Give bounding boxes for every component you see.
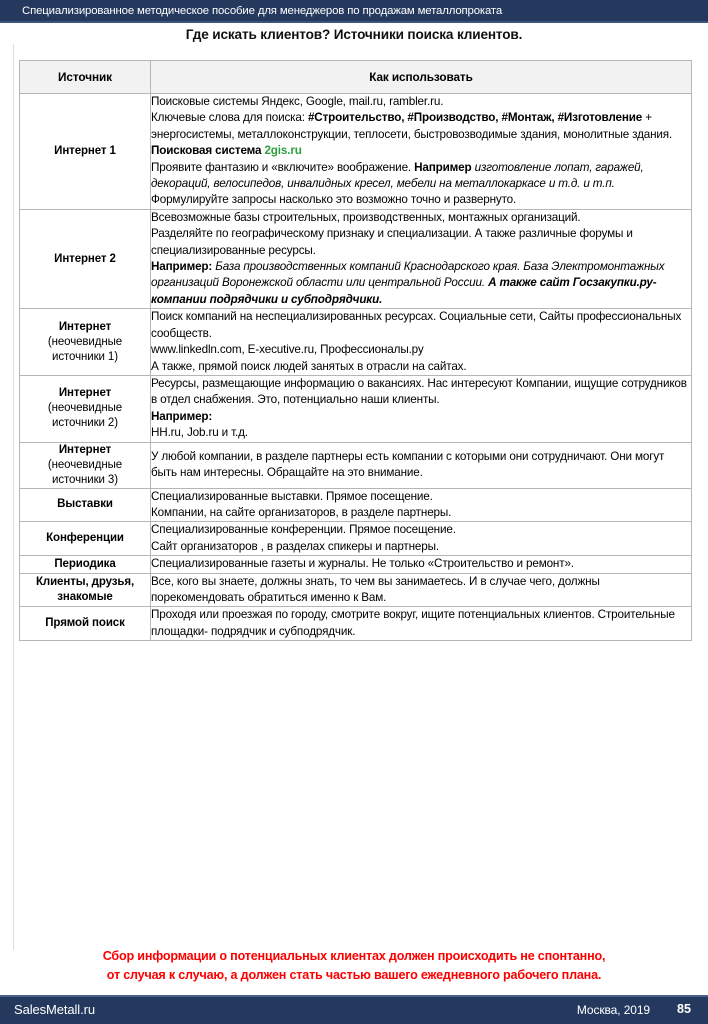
source-label-direct-search bbox=[20, 607, 151, 641]
usage-line: Поисковые системы Яндекс, Google, mail.ru, rambler.ru. bbox=[151, 95, 444, 108]
usage-line: Разделяйте по географическому признаку и специализации. А также различные форумы и специализированные ресурсы. bbox=[151, 227, 633, 257]
left-guide-line bbox=[13, 44, 14, 100]
example-italic-text: База производственных компаний Краснодарского края. База Электромонтажных организаций Воронежской области или центральной России. bbox=[151, 260, 665, 290]
example-intro: Проявите фантазию и «включите» воображение. bbox=[151, 160, 415, 174]
usage-line: Поиск компаний на неспециализированных ресурсах. Социальные сети, Сайты профессиональных сообществ. bbox=[151, 310, 682, 340]
source-label-main: Выставки bbox=[57, 498, 113, 511]
table-row bbox=[20, 309, 692, 376]
banner-underline bbox=[0, 21, 708, 23]
usage-line: Компании, на сайте организаторов, в разделе партнеры. bbox=[151, 505, 452, 519]
sources-table-wrapper bbox=[19, 60, 691, 641]
usage-line-example bbox=[151, 160, 691, 193]
source-label-main: Клиенты, друзья, знакомые bbox=[35, 575, 135, 603]
table-header-row bbox=[20, 61, 692, 94]
usage-cell-periodicals bbox=[151, 556, 692, 573]
usage-cell-internet-nonobvious-2 bbox=[151, 375, 692, 442]
source-label-sub: (неочевидные источники 1) bbox=[47, 335, 123, 363]
source-label-main: Периодика bbox=[54, 557, 116, 570]
usage-line-keywords bbox=[151, 110, 691, 143]
usage-cell-direct-search bbox=[151, 607, 692, 641]
usage-line: Проходя или проезжая по городу, смотрите вокруг, ищите потенциальных клиентов. Строительные площадки- подрядчик и субподрядчик. bbox=[151, 608, 675, 638]
usage-cell-exhibitions bbox=[151, 488, 692, 522]
source-label-internet-nonobvious-3 bbox=[20, 442, 151, 488]
keywords-bold: #Строительство, #Производство, #Монтаж, #Изготовление bbox=[307, 111, 643, 125]
top-banner bbox=[0, 0, 708, 21]
usage-cell-internet-1 bbox=[151, 94, 692, 210]
table-row bbox=[20, 573, 692, 607]
source-label-main: Конференции bbox=[46, 532, 124, 545]
usage-line: Всевозможные базы строительных, производственных, монтажных организаций. bbox=[151, 210, 581, 224]
source-label-internet-1 bbox=[20, 94, 151, 210]
source-label-main: Интернет 1 bbox=[54, 144, 116, 157]
keywords-prefix: Ключевые слова для поиска: bbox=[151, 111, 308, 125]
conclusion-line-2: от случая к случаю, а должен стать частью вашего ежедневного рабочего плана. bbox=[106, 968, 602, 982]
usage-cell-internet-nonobvious-3 bbox=[151, 442, 692, 488]
source-label-internet-nonobvious-2 bbox=[20, 375, 151, 442]
example-italic-text: изготовление лопат, гаражей, декораций, велосипедов, инвалидных кресел, мебели на металлокаркасе и т.д. и т.п. bbox=[151, 160, 644, 191]
usage-line-final: Формулируйте запросы насколько это возможно точно и развернуто. bbox=[151, 193, 517, 207]
source-label-clients-friends bbox=[20, 573, 151, 607]
left-guide-line-lower bbox=[13, 100, 14, 950]
sources-table bbox=[19, 60, 692, 641]
link-2gis[interactable]: 2gis.ru bbox=[264, 144, 302, 158]
usage-line: Сайт организаторов , в разделах спикеры и партнеры. bbox=[151, 539, 439, 553]
keywords-rest: + энергосистемы, металлоконструкции, теплосети, быстровозводимые здания, монолитные здания. bbox=[151, 111, 673, 141]
conclusion-text bbox=[0, 947, 708, 985]
table-row bbox=[20, 522, 692, 556]
table-row bbox=[20, 442, 692, 488]
usage-cell-clients-friends bbox=[151, 573, 692, 607]
usage-line: Ресурсы, размещающие информацию о вакансиях. Нас интересуют Компании, ищущие сотрудников в отдел снабжения. Это, потенциально наши клиенты. bbox=[151, 376, 687, 407]
column-header-how-to-use: Как использовать bbox=[151, 61, 692, 94]
search-system-label: Поисковая система bbox=[151, 144, 265, 158]
source-label-main: Интернет bbox=[58, 443, 112, 456]
usage-cell-internet-nonobvious-1 bbox=[151, 309, 692, 376]
source-label-sub: (неочевидные источники 2) bbox=[47, 402, 123, 430]
source-label-exhibitions bbox=[20, 488, 151, 522]
usage-cell-conferences bbox=[151, 522, 692, 556]
usage-line-example bbox=[151, 259, 691, 308]
usage-line: А также, прямой поиск людей занятых в отрасли на сайтах. bbox=[151, 359, 467, 373]
source-label-main: Интернет 2 bbox=[54, 252, 116, 265]
top-banner-title: Специализированное методическое пособие для менеджеров по продажам металлопроката bbox=[22, 4, 503, 17]
usage-line: Специализированные газеты и журналы. Не только «Строительство и ремонт». bbox=[151, 557, 574, 571]
usage-line: Все, кого вы знаете, должны знать, то чем вы занимаетесь. И в случае чего, должны порекомендовать обратиться именно к Вам. bbox=[151, 574, 600, 604]
footer-page-number: 85 bbox=[676, 1002, 691, 1016]
usage-cell-internet-2 bbox=[151, 209, 692, 308]
example-bold-label: Например bbox=[414, 160, 472, 174]
table-row bbox=[20, 209, 692, 308]
column-header-source: Источник bbox=[20, 61, 151, 94]
footer-top-rule bbox=[0, 995, 708, 997]
goszakupki-note: А также сайт Госзакупки.ру- компании подрядчики и субподрядчики. bbox=[151, 276, 657, 306]
usage-line-links[interactable]: www.linkedln.com, E-xecutive.ru, Профессионалы.ру bbox=[151, 343, 424, 357]
source-label-sub: (неочевидные источники 3) bbox=[47, 458, 123, 486]
example-bold-label: Например: bbox=[151, 260, 213, 274]
source-label-conferences bbox=[20, 522, 151, 556]
usage-line-jobsites[interactable]: HH.ru, Job.ru и т.д. bbox=[151, 426, 248, 440]
source-label-periodicals bbox=[20, 556, 151, 573]
conclusion-line-1: Сбор информации о потенциальных клиентах должен происходить не спонтанно, bbox=[102, 949, 606, 963]
table-row bbox=[20, 488, 692, 522]
source-label-main: Прямой поиск bbox=[45, 617, 125, 630]
usage-line: У любой компании, в разделе партнеры есть компании с которыми они сотрудничают. Они могут быть нам интересны. Обращайте на это внимание. bbox=[151, 449, 665, 480]
source-label-main: Интернет bbox=[58, 320, 112, 333]
usage-line: Специализированные конференции. Прямое посещение. bbox=[151, 523, 456, 537]
table-row bbox=[20, 375, 692, 442]
table-row bbox=[20, 94, 692, 210]
source-label-main: Интернет bbox=[58, 387, 112, 400]
usage-line-2gis bbox=[151, 143, 691, 159]
source-label-internet-nonobvious-1 bbox=[20, 309, 151, 376]
usage-line: Специализированные выставки. Прямое посещение. bbox=[151, 489, 433, 503]
footer-city-year: Москва, 2019 bbox=[576, 1003, 650, 1017]
example-bold-label: Например: bbox=[151, 409, 213, 423]
table-row bbox=[20, 607, 692, 641]
source-label-internet-2 bbox=[20, 209, 151, 308]
table-row bbox=[20, 556, 692, 573]
page-title: Где искать клиентов? Источники поиска клиентов. bbox=[185, 27, 523, 42]
footer-site-name: SalesMetall.ru bbox=[14, 1002, 95, 1017]
